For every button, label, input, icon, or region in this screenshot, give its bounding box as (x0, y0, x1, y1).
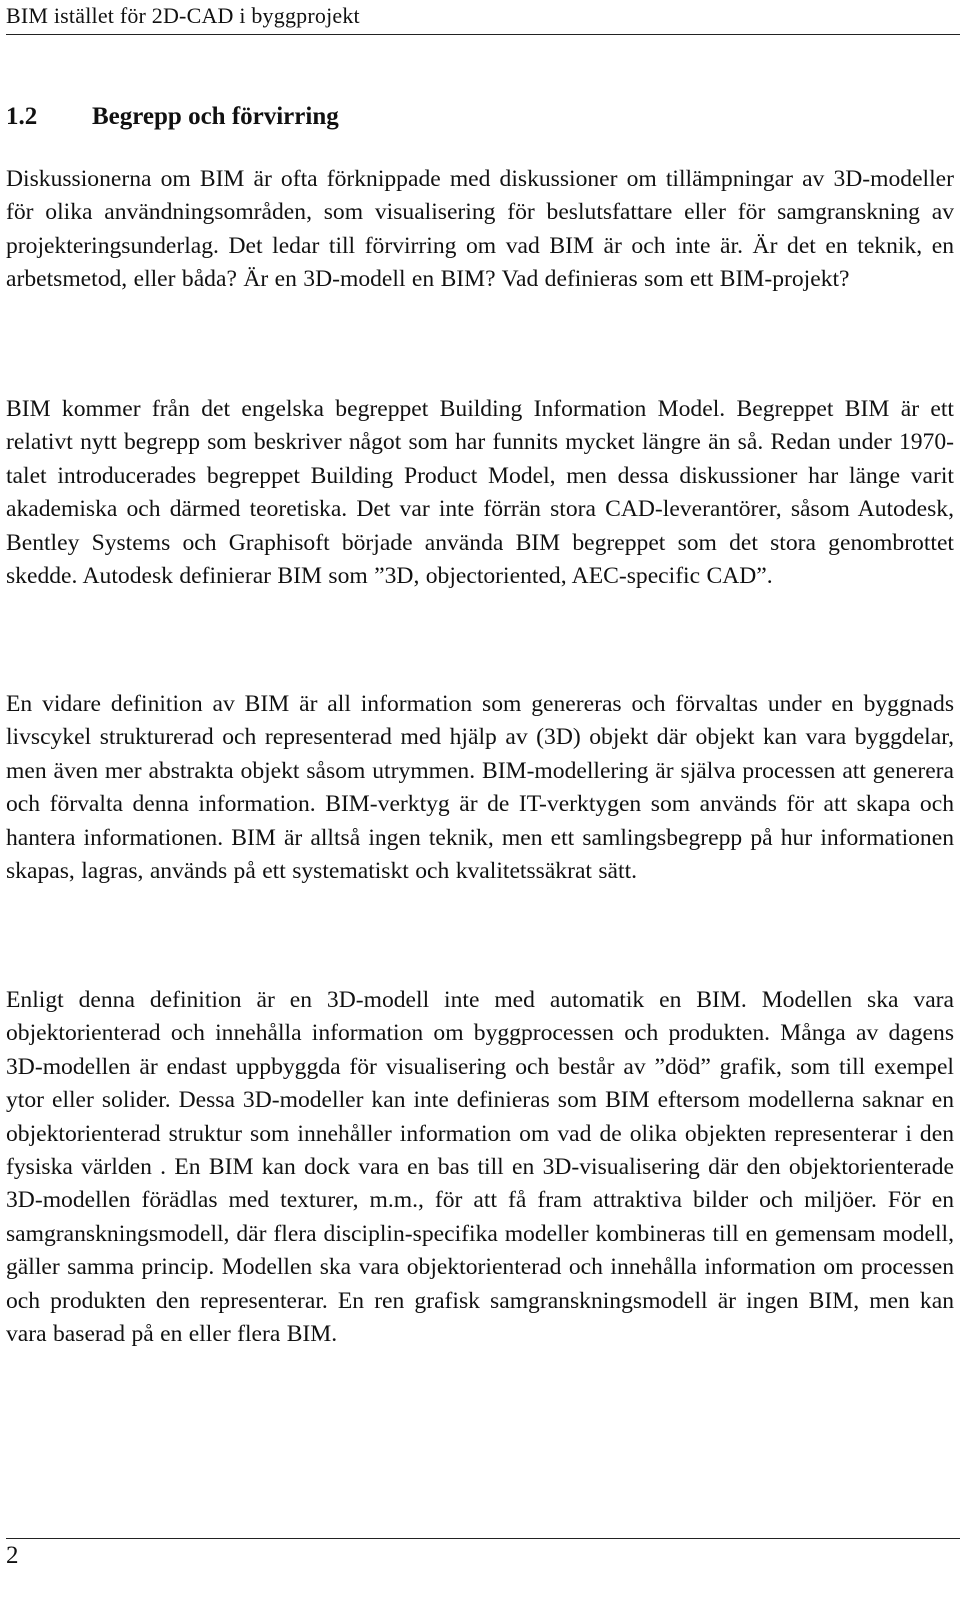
footer-divider (6, 1538, 960, 1539)
section-title: Begrepp och förvirring (92, 103, 339, 130)
paragraph-bim-origin: BIM kommer från det engelska begreppet Building Information Model. Begreppet BIM är ett relativt nytt begrepp som beskriver något som har funnits mycket längre än så. Redan under 1970-talet introducerades begreppet Building Product Model, men dessa diskussioner har länge varit akademiska och därmed teoretiska. Det var inte förrän stora CAD-leverantörer, såsom Autodesk, Bentley Systems och Graphisoft började använda BIM begreppet som det stora genombrottet skedde. Autodesk definierar BIM som ”3D, objectoriented, AEC-specific CAD”. (6, 396, 954, 590)
running-header: BIM istället för 2D-CAD i byggprojekt (6, 3, 360, 28)
paragraph-3d-model-vs-bim: Enligt denna definition är en 3D-modell inte med automatik en BIM. Modellen ska vara objektorienterad och innehålla information om byggprocessen och produkten. Många av dagens 3D-modellen är endast uppbyggda för visualisering och består av ”död” grafik, som till exempel ytor eller solider. Dessa 3D-modeller kan inte definieras som BIM eftersom modellerna saknar en objektorienterad struktur som innehåller information om vad de olika objekten representerar i den fysiska världen . En BIM kan dock vara en bas till en 3D-visualisering där den objektorienterade 3D-modellen förädlas med texturer, m.m., för att få fram attraktiva bilder och miljöer. För en samgranskningsmodell, där flera disciplin-specifika modeller kombineras till en gemensam modell, gäller samma princip. Modellen ska vara objektorienterad och innehålla information om processen och produkten den representerar. En ren grafisk samgranskningsmodell är ingen BIM, men kan vara baserad på en eller flera BIM. (6, 987, 954, 1348)
page-number: 2 (6, 1542, 19, 1569)
paragraph-concepts-confusion: Diskussionerna om BIM är ofta förknippade med diskussioner om tillämpningar av 3D-modeller för olika användningsområden, som visualisering för beslutsfattare eller för samgranskning av projekteringsunderlag. Det ledar till förvirring om vad BIM är och inte är. Är det en teknik, en arbetsmetod, eller båda? Är en 3D-modell en BIM? Vad definieras som ett BIM-projekt? (6, 166, 954, 293)
section-number: 1.2 (6, 103, 38, 130)
header-divider (6, 34, 960, 35)
paragraph-bim-definition: En vidare definition av BIM är all information som genereras och förvaltas under en byggnads livscykel strukturerad och representerad med hjälp av (3D) objekt där objekt kan vara byggdelar, men även mer abstrakta objekt såsom utrymmen. BIM-modellering är själva processen att generera och förvalta denna information. BIM-verktyg är de IT-verktygen som används för att skapa och hantera informationen. BIM är alltså ingen teknik, men ett samlingsbegrepp på hur informationen skapas, lagras, används på ett systematiskt och kvalitetssäkrat sätt. (6, 691, 954, 885)
section-heading (6, 101, 339, 133)
